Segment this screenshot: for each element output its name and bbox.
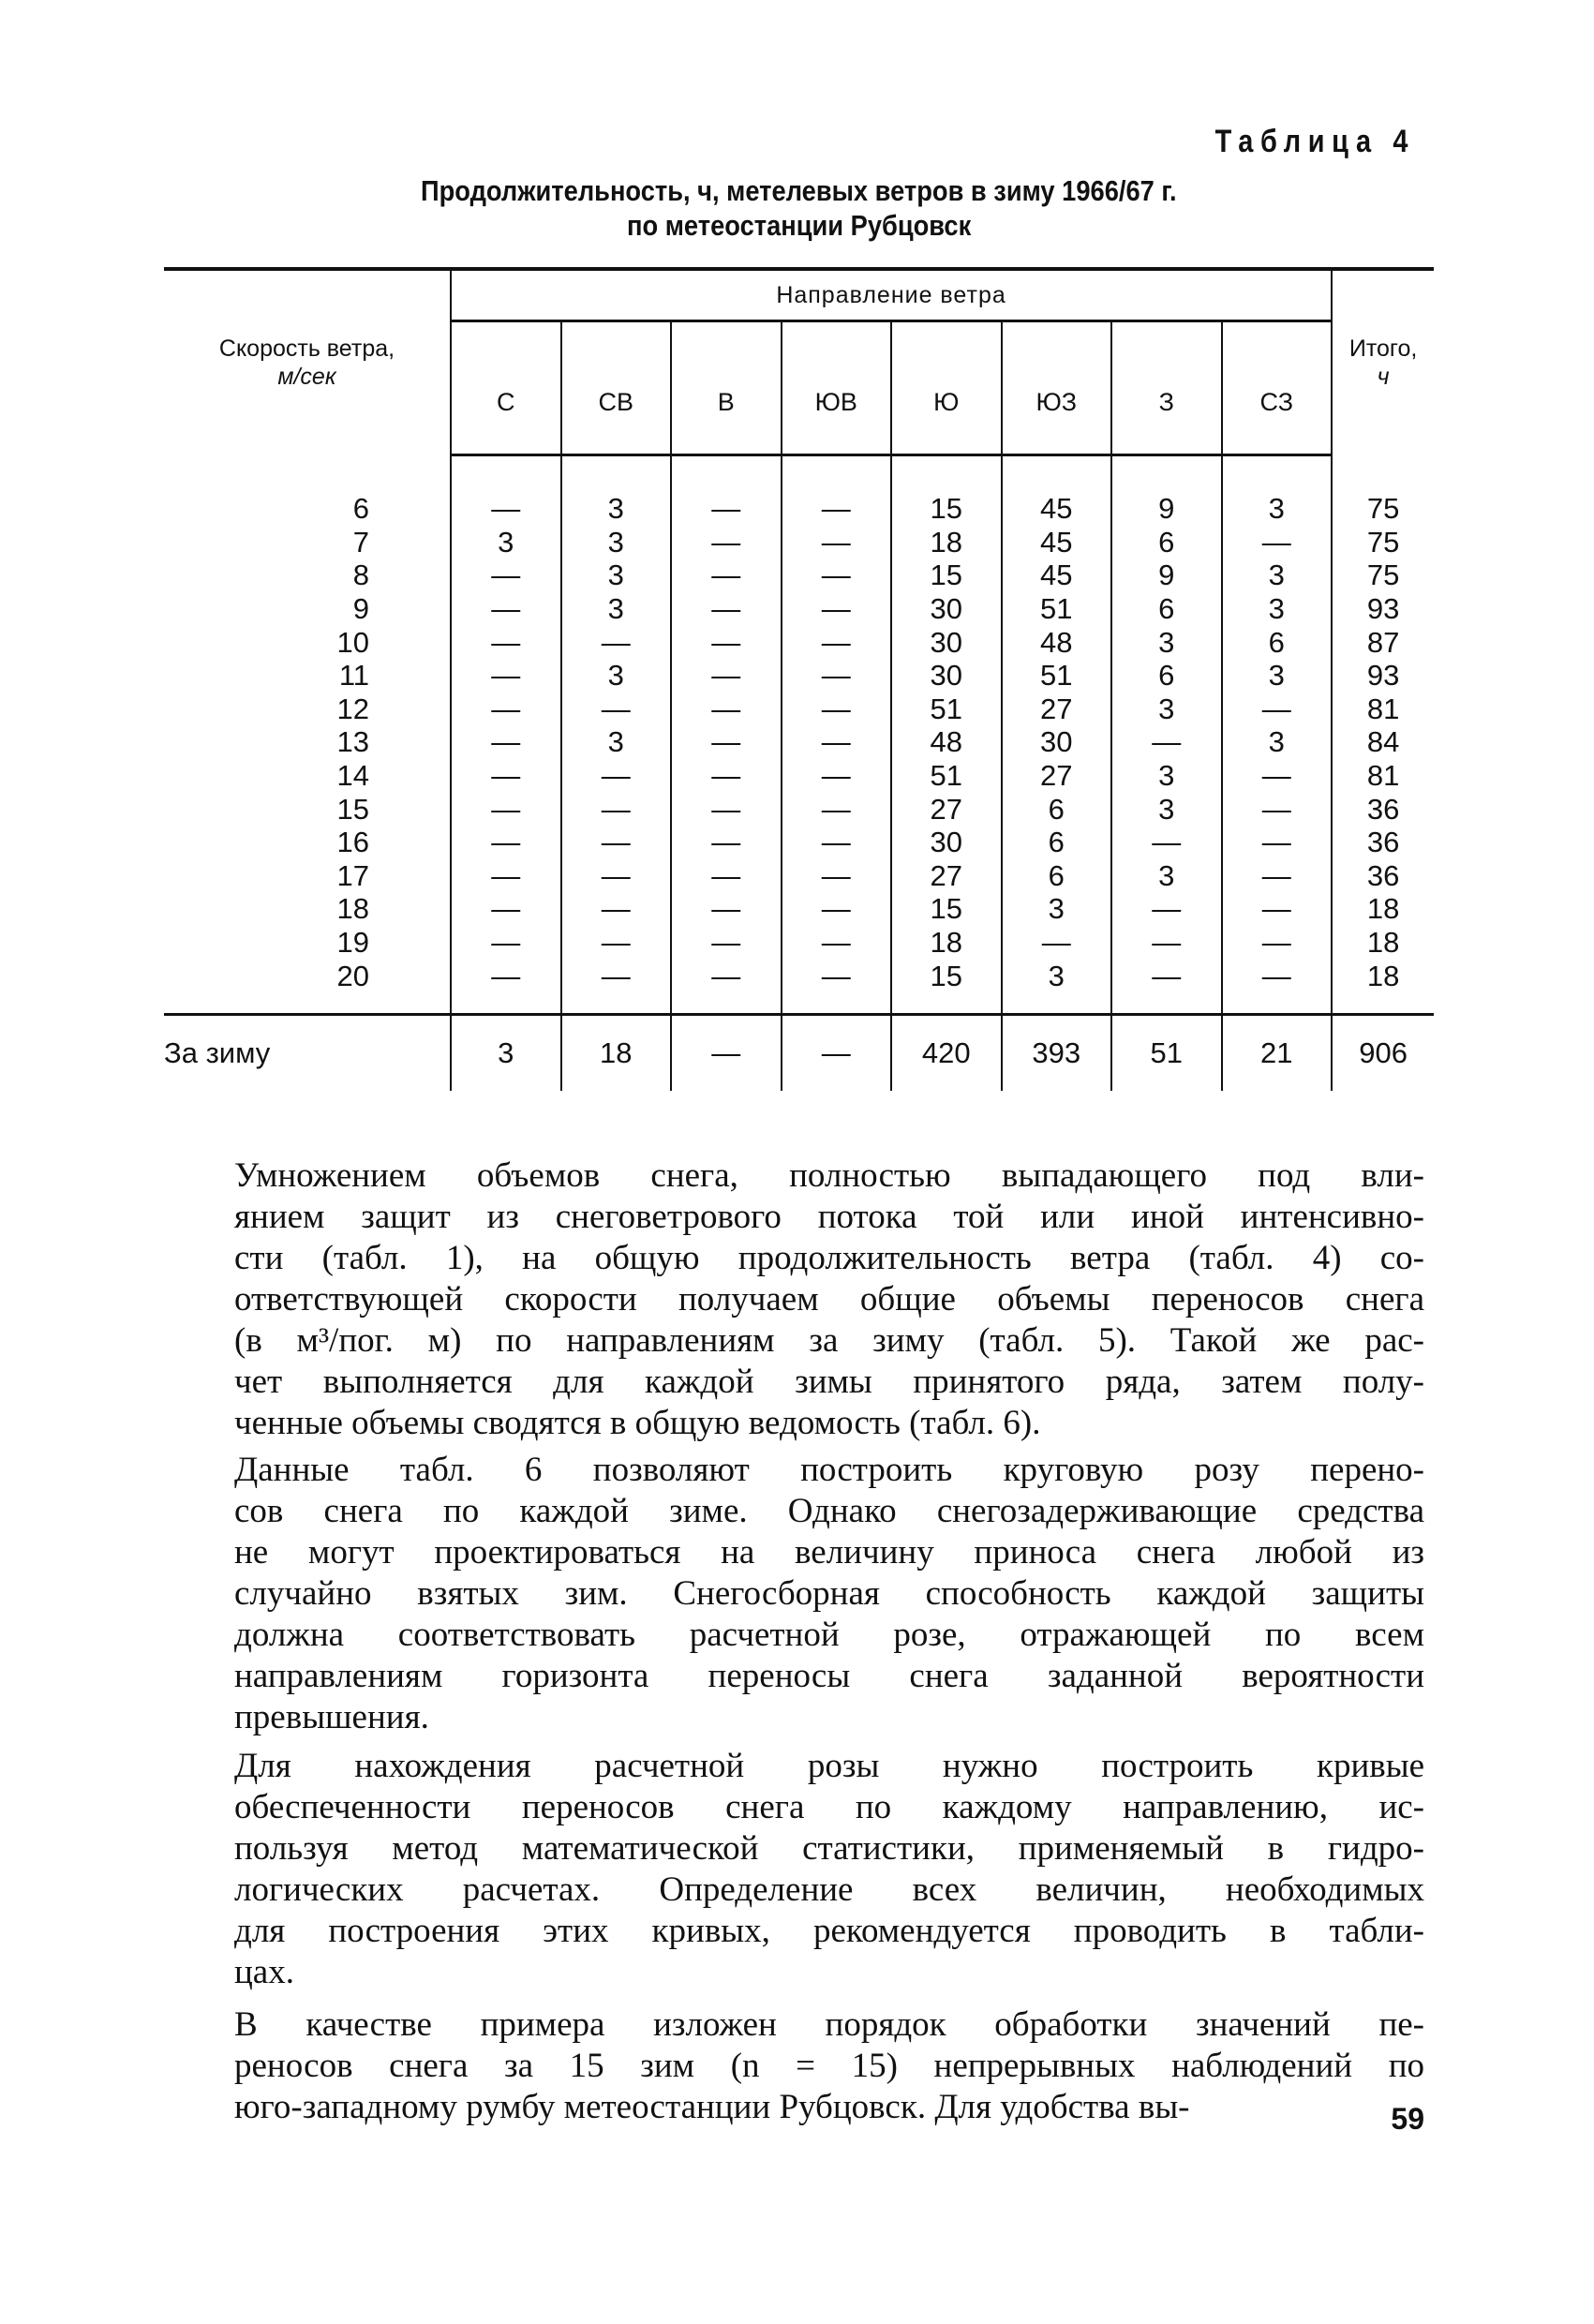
value-cell: 15 <box>891 559 1002 592</box>
spacer-cell <box>451 455 561 493</box>
speed-unit: м/сек <box>277 364 336 391</box>
value-cell: 3 <box>1111 759 1222 793</box>
value-cell: — <box>1222 693 1333 726</box>
value-cell: — <box>671 693 782 726</box>
total-row <box>164 1014 1434 1091</box>
value-cell: — <box>1222 892 1333 926</box>
value-cell: 15 <box>891 892 1002 926</box>
page-number: 59 <box>1391 2102 1424 2136</box>
table-row <box>164 826 1434 859</box>
spacer-cell <box>782 455 892 493</box>
value-cell: — <box>561 792 672 826</box>
total-cell: 36 <box>1332 859 1434 893</box>
value-cell: — <box>451 959 561 992</box>
text-line: ченные объемы сводятся в общую ведомость (табл. 6). <box>234 1404 1041 1442</box>
spacer-cell <box>1002 455 1112 493</box>
table-row <box>164 892 1434 926</box>
value-cell: — <box>451 559 561 592</box>
total-value-cell: 420 <box>891 1014 1002 1091</box>
table-row <box>164 625 1434 659</box>
value-cell: — <box>561 826 672 859</box>
text-line: превышения. <box>234 1698 429 1736</box>
value-cell: 30 <box>891 625 1002 659</box>
value-cell: — <box>671 559 782 592</box>
total-cell: 36 <box>1332 792 1434 826</box>
total-header-label: Итого, <box>1348 335 1418 363</box>
value-cell: — <box>671 725 782 759</box>
text-line: направлениям горизонта переносы снега заданной вероятности <box>234 1657 1424 1695</box>
total-cell: 93 <box>1332 592 1434 626</box>
value-cell: 30 <box>891 826 1002 859</box>
speed-header-label: Скорость ветра, <box>218 335 395 363</box>
value-cell: — <box>561 892 672 926</box>
direction-header-2: В <box>671 321 782 455</box>
value-cell: 3 <box>1111 859 1222 893</box>
value-cell: — <box>1222 926 1333 960</box>
value-cell: — <box>451 492 561 526</box>
value-cell: 51 <box>891 693 1002 726</box>
value-cell: 3 <box>1222 559 1333 592</box>
direction-header-0: С <box>451 321 561 455</box>
value-cell: — <box>671 926 782 960</box>
value-cell: — <box>451 659 561 693</box>
value-cell: 3 <box>561 526 672 559</box>
value-cell: — <box>1222 526 1333 559</box>
table-row <box>164 725 1434 759</box>
value-cell: — <box>782 592 892 626</box>
value-cell: — <box>561 859 672 893</box>
spacer-cell <box>782 992 892 1015</box>
value-cell: — <box>561 625 672 659</box>
table-row <box>164 792 1434 826</box>
table-number: Таблица 4 <box>1214 124 1415 159</box>
value-cell: 3 <box>1002 959 1112 992</box>
text-line: чет выполняется для каждой зимы принятого ряда, затем полу- <box>234 1363 1424 1401</box>
value-cell: — <box>671 625 782 659</box>
text-line: юго-западному румбу метеостанции Рубцовск. Для удобства вы- <box>234 2088 1190 2126</box>
speed-cell: 6 <box>352 492 369 526</box>
total-cell: 18 <box>1332 926 1434 960</box>
text-line: ответствующей скорости получаем общие объемы переносов снега <box>234 1280 1424 1318</box>
value-cell: 15 <box>891 492 1002 526</box>
text-line: логических расчетах. Определение всех величин, необходимых <box>234 1870 1424 1909</box>
value-cell: 6 <box>1111 592 1222 626</box>
speed-column-header <box>164 269 451 455</box>
value-cell: — <box>1111 725 1222 759</box>
value-cell: 27 <box>891 792 1002 826</box>
value-cell: 3 <box>561 725 672 759</box>
value-cell: 3 <box>1002 892 1112 926</box>
table-caption-line: по метеостанции Рубцовск <box>626 209 972 242</box>
value-cell: 3 <box>561 492 672 526</box>
value-cell: 3 <box>1222 592 1333 626</box>
value-cell: — <box>451 792 561 826</box>
text-line: В качестве примера изложен порядок обработки значений пе- <box>234 2005 1424 2044</box>
value-cell: 51 <box>1002 659 1112 693</box>
speed-cell: 20 <box>336 959 369 992</box>
value-cell: 45 <box>1002 526 1112 559</box>
spacer-cell <box>164 992 451 1015</box>
paragraph <box>234 1155 1424 1444</box>
value-cell: — <box>1222 759 1333 793</box>
spacer-cell <box>164 455 451 493</box>
value-cell: 30 <box>891 592 1002 626</box>
value-cell: — <box>782 559 892 592</box>
value-cell: — <box>451 625 561 659</box>
value-cell: — <box>1222 826 1333 859</box>
value-cell: 15 <box>891 959 1002 992</box>
value-cell: — <box>782 759 892 793</box>
direction-header-5: ЮЗ <box>1002 321 1112 455</box>
total-value-cell: — <box>671 1014 782 1091</box>
table-caption-line: Продолжительность, ч, метелевых ветров в зиму 1966/67 г. <box>421 174 1177 207</box>
text-line: цах. <box>234 1953 294 1991</box>
value-cell: — <box>782 859 892 893</box>
value-cell: 3 <box>1222 659 1333 693</box>
value-cell: — <box>1111 892 1222 926</box>
value-cell: — <box>782 625 892 659</box>
table-row <box>164 492 1434 526</box>
speed-cell: 9 <box>352 592 369 626</box>
value-cell: 3 <box>1111 625 1222 659</box>
value-cell: — <box>1111 826 1222 859</box>
spacer-cell <box>451 992 561 1015</box>
value-cell: 48 <box>1002 625 1112 659</box>
total-cell: 84 <box>1332 725 1434 759</box>
value-cell: 9 <box>1111 559 1222 592</box>
wind-duration-table <box>164 267 1434 1091</box>
spacer-cell <box>671 455 782 493</box>
speed-cell: 10 <box>336 625 369 659</box>
paragraph <box>234 2004 1424 2128</box>
value-cell: — <box>1111 926 1222 960</box>
text-line: сти (табл. 1), на общую продолжительность ветра (табл. 4) со- <box>234 1239 1424 1277</box>
spacer-cell <box>1222 455 1333 493</box>
speed-cell: 18 <box>336 892 369 926</box>
value-cell: 27 <box>1002 693 1112 726</box>
value-cell: — <box>451 892 561 926</box>
value-cell: 45 <box>1002 559 1112 592</box>
value-cell: — <box>782 492 892 526</box>
text-line: (в м³/пог. м) по направлениям за зиму (табл. 5). Такой же рас- <box>234 1321 1424 1360</box>
value-cell: — <box>671 859 782 893</box>
speed-cell: 7 <box>352 525 369 559</box>
text-line: для построения этих кривых, рекомендуется проводить в табли- <box>234 1912 1424 1950</box>
total-cell: 93 <box>1332 659 1434 693</box>
total-cell: 75 <box>1332 492 1434 526</box>
value-cell: 27 <box>1002 759 1112 793</box>
value-cell: — <box>1222 792 1333 826</box>
text-line: случайно взятых зим. Снегосборная способность каждой защиты <box>234 1574 1424 1613</box>
value-cell: 3 <box>1111 792 1222 826</box>
spacer-row <box>164 992 1434 1015</box>
value-cell: — <box>671 526 782 559</box>
total-cell: 87 <box>1332 625 1434 659</box>
spacer-cell <box>671 992 782 1015</box>
value-cell: 45 <box>1002 492 1112 526</box>
value-cell: 30 <box>1002 725 1112 759</box>
total-column-header <box>1332 269 1434 455</box>
value-cell: 6 <box>1002 792 1112 826</box>
value-cell: — <box>782 659 892 693</box>
value-cell: 3 <box>561 592 672 626</box>
value-cell: — <box>782 959 892 992</box>
value-cell: 3 <box>1111 693 1222 726</box>
speed-cell: 16 <box>336 826 369 859</box>
text-line: реносов снега за 15 зим (n = 15) непрерывных наблюдений по <box>234 2047 1424 2085</box>
table-row <box>164 526 1434 559</box>
total-value-cell: 51 <box>1111 1014 1222 1091</box>
value-cell: 3 <box>1222 725 1333 759</box>
value-cell: — <box>782 526 892 559</box>
paragraph <box>234 1450 1424 1738</box>
value-cell: 51 <box>891 759 1002 793</box>
spacer-cell <box>1111 455 1222 493</box>
value-cell: 51 <box>1002 592 1112 626</box>
value-cell: — <box>671 659 782 693</box>
direction-header-7: СЗ <box>1222 321 1333 455</box>
direction-group-header: Направление ветра <box>451 269 1332 321</box>
total-unit: ч <box>1377 364 1390 391</box>
text-line: Данные табл. 6 позволяют построить круговую розу перено- <box>234 1451 1424 1489</box>
value-cell: — <box>451 859 561 893</box>
value-cell: 3 <box>451 526 561 559</box>
value-cell: — <box>671 826 782 859</box>
speed-cell: 17 <box>336 858 369 892</box>
value-cell: 6 <box>1002 859 1112 893</box>
text-line: Умножением объемов снега, полностью выпадающего под вли- <box>234 1156 1424 1195</box>
table-row <box>164 859 1434 893</box>
total-value-cell: 3 <box>451 1014 561 1091</box>
value-cell: 48 <box>891 725 1002 759</box>
value-cell: — <box>671 492 782 526</box>
speed-cell: 13 <box>336 725 369 759</box>
text-line: янием защит из снеговетрового потока той или иной интенсивно- <box>234 1198 1424 1236</box>
total-cell: 81 <box>1332 759 1434 793</box>
value-cell: 3 <box>561 659 672 693</box>
spacer-cell <box>891 455 1002 493</box>
value-cell: 18 <box>891 926 1002 960</box>
value-cell: — <box>782 792 892 826</box>
text-line: Для нахождения расчетной розы нужно построить кривые <box>234 1747 1424 1785</box>
direction-header-6: З <box>1111 321 1222 455</box>
value-cell: 6 <box>1002 826 1112 859</box>
total-value-cell: 906 <box>1332 1014 1434 1091</box>
value-cell: — <box>782 725 892 759</box>
total-value-cell: 21 <box>1222 1014 1333 1091</box>
table-row <box>164 959 1434 992</box>
spacer-cell <box>1222 992 1333 1015</box>
value-cell: — <box>451 592 561 626</box>
table-row <box>164 759 1434 793</box>
speed-cell: 19 <box>336 926 369 960</box>
value-cell: — <box>782 926 892 960</box>
speed-cell: 11 <box>338 659 369 693</box>
total-value-cell: 18 <box>561 1014 672 1091</box>
value-cell: — <box>671 892 782 926</box>
total-cell: 18 <box>1332 892 1434 926</box>
total-cell: 18 <box>1332 959 1434 992</box>
direction-header-3: ЮВ <box>782 321 892 455</box>
value-cell: — <box>561 959 672 992</box>
value-cell: — <box>451 826 561 859</box>
value-cell: — <box>1222 859 1333 893</box>
table-row <box>164 592 1434 626</box>
value-cell: — <box>561 926 672 960</box>
spacer-row <box>164 455 1434 493</box>
value-cell: — <box>671 792 782 826</box>
table-row <box>164 559 1434 592</box>
value-cell: — <box>451 725 561 759</box>
table-caption <box>164 174 1434 208</box>
value-cell: 6 <box>1111 659 1222 693</box>
text-line: не могут проектироваться на величину приноса снега любой из <box>234 1533 1424 1572</box>
speed-cell: 14 <box>336 759 369 793</box>
table-row <box>164 926 1434 960</box>
value-cell: — <box>1002 926 1112 960</box>
direction-header-4: Ю <box>891 321 1002 455</box>
total-cell: 81 <box>1332 693 1434 726</box>
total-cell: 75 <box>1332 526 1434 559</box>
total-row-label: За зиму <box>164 1014 451 1091</box>
value-cell: 3 <box>561 559 672 592</box>
value-cell: — <box>671 759 782 793</box>
value-cell: 18 <box>891 526 1002 559</box>
text-line: должна соответствовать расчетной розе, отражающей по всем <box>234 1616 1424 1654</box>
table-caption <box>164 209 1434 243</box>
value-cell: — <box>1111 959 1222 992</box>
value-cell: — <box>782 892 892 926</box>
value-cell: — <box>671 592 782 626</box>
spacer-cell <box>1332 455 1434 493</box>
spacer-cell <box>1002 992 1112 1015</box>
value-cell: — <box>451 759 561 793</box>
total-cell: 75 <box>1332 559 1434 592</box>
direction-header-1: СВ <box>561 321 672 455</box>
total-value-cell: 393 <box>1002 1014 1112 1091</box>
value-cell: — <box>782 693 892 726</box>
spacer-cell <box>1111 992 1222 1015</box>
text-line: сов снега по каждой зиме. Однако снегозадерживающие средства <box>234 1492 1424 1530</box>
value-cell: — <box>451 926 561 960</box>
value-cell: 6 <box>1111 526 1222 559</box>
spacer-cell <box>561 455 672 493</box>
value-cell: 9 <box>1111 492 1222 526</box>
value-cell: 30 <box>891 659 1002 693</box>
text-line: пользуя метод математической статистики, применяемый в гидро- <box>234 1829 1424 1868</box>
table-row <box>164 693 1434 726</box>
total-value-cell: — <box>782 1014 892 1091</box>
spacer-cell <box>1332 992 1434 1015</box>
value-cell: 6 <box>1222 625 1333 659</box>
value-cell: — <box>561 693 672 726</box>
table-row <box>164 659 1434 693</box>
text-line: обеспеченности переносов снега по каждому направлению, ис- <box>234 1788 1424 1826</box>
value-cell: — <box>1222 959 1333 992</box>
spacer-cell <box>891 992 1002 1015</box>
speed-cell: 15 <box>336 792 369 826</box>
speed-cell: 8 <box>352 559 369 592</box>
value-cell: 27 <box>891 859 1002 893</box>
value-cell: — <box>561 759 672 793</box>
paragraph <box>234 1746 1424 1993</box>
value-cell: — <box>782 826 892 859</box>
total-cell: 36 <box>1332 826 1434 859</box>
spacer-cell <box>561 992 672 1015</box>
value-cell: — <box>671 959 782 992</box>
value-cell: — <box>451 693 561 726</box>
value-cell: 3 <box>1222 492 1333 526</box>
speed-cell: 12 <box>336 692 369 725</box>
